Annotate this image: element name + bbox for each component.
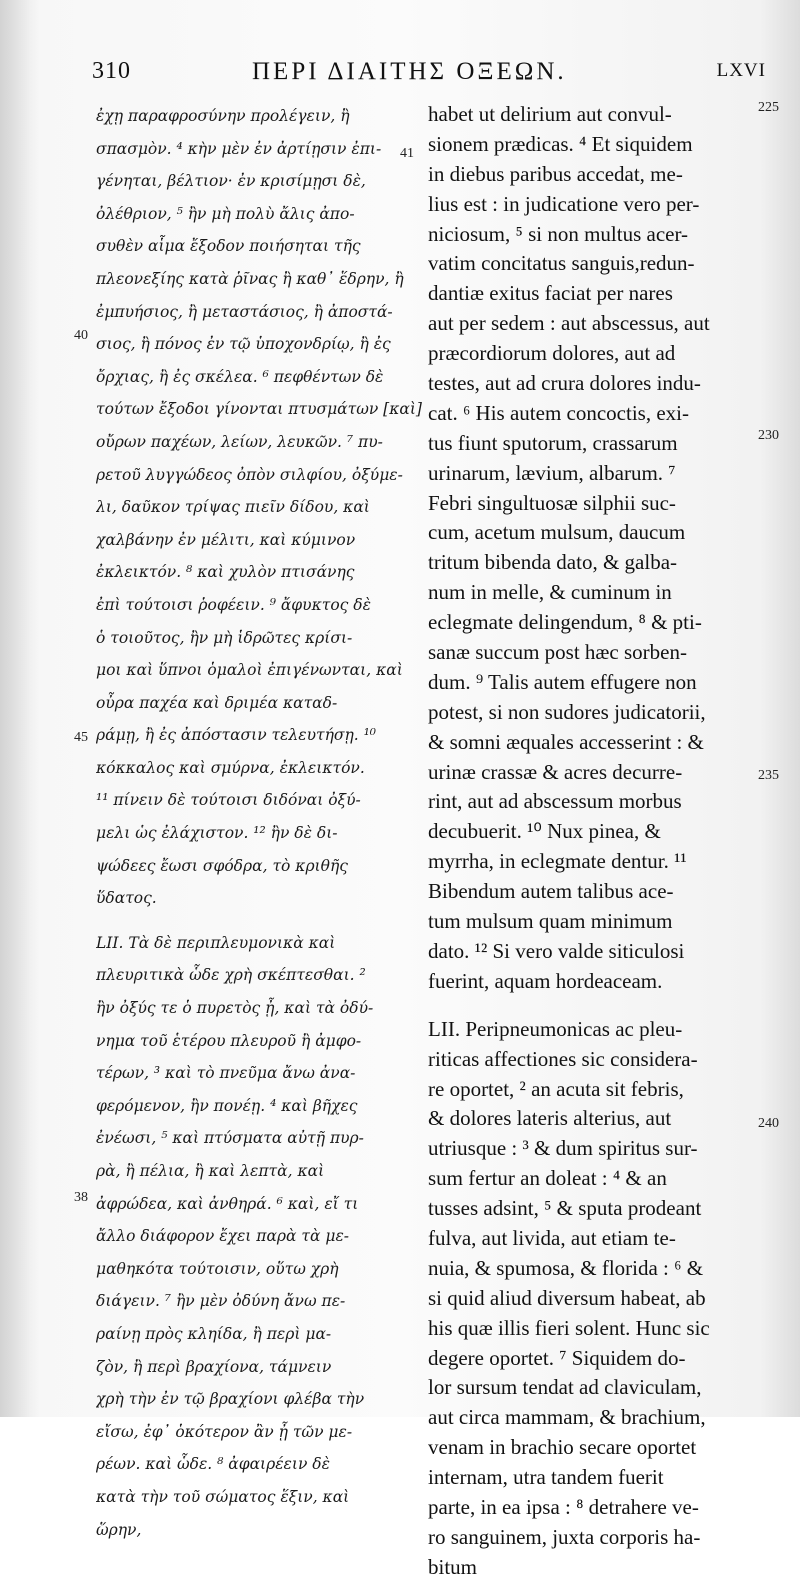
greek-text-line: νημα τοῦ ἑτέρου πλευροῦ ἢ ἀμφο- (96, 1031, 362, 1050)
greek-text-line: τέρων, ³ καὶ τὸ πνεῦμα ἄνω ἀνα- (96, 1064, 356, 1083)
latin-text-line: parte, in ea ipsa : ⁸ detrahere ve- (428, 1494, 699, 1519)
latin-text-line: & somni æquales accesserint : & (428, 729, 704, 754)
latin-text-line: tus fiunt sputorum, crassarum (428, 430, 678, 455)
latin-text-line: aut per sedem : aut abscessus, aut (428, 311, 710, 336)
latin-text-line: aut circa mammam, & brachium, (428, 1405, 706, 1430)
greek-text-line: ἢν ὀξύς τε ὁ πυρετὸς ᾖ, καὶ τὰ ὀδύ- (96, 999, 374, 1018)
latin-text-line: fuerint, aquam hordeaceam. (428, 968, 663, 993)
greek-text-line: μελι ὡς ἐλάχιστον. ¹² ἢν δὲ δι- (96, 824, 338, 843)
greek-text-line: ρέων. καὶ ὧδε. ⁸ ἀφαιρέειν δὲ (96, 1455, 330, 1474)
latin-text-line: decubuerit. ¹⁰ Nux pinea, & (428, 819, 661, 844)
latin-text-line: Bibendum autem talibus ace- (428, 879, 674, 904)
greek-text-line: ψώδεες ἔωσι σφόδρα, τὸ κριθῆς (96, 856, 348, 875)
page-number: 310 (92, 58, 131, 84)
greek-text-line: ἐχῃ παραφροσύνην προλέγειν, ἢ (96, 107, 350, 125)
margin-line-number: 38 (74, 1190, 88, 1205)
latin-text-line: dum. ⁹ Talis autem effugere non (428, 669, 697, 694)
latin-text-line: & dolores lateris alterius, aut (428, 1106, 672, 1131)
greek-text-column (96, 100, 422, 1539)
latin-text-line: fulva, aut livida, aut etiam te- (428, 1225, 676, 1250)
latin-text-line: sum fertur an doleat : ⁴ & an (428, 1166, 667, 1191)
greek-text-line: ¹¹ πίνειν δὲ τούτοισι διδόναι ὀξύ- (96, 791, 361, 810)
margin-line-number: 225 (758, 100, 779, 115)
latin-text-line: riticas affectiones sic considera- (428, 1046, 698, 1071)
greek-text-line: LII. Τὰ δὲ περιπλευμονικὰ καὶ (96, 933, 336, 952)
greek-text-line: χρὴ τὴν ἐν τῷ βραχίονι φλέβα τὴν (96, 1390, 365, 1409)
latin-text-line: eclegmate delingendum, ⁸ & pti- (428, 610, 702, 635)
greek-text-line: ἄλλο διάφορον ἔχει παρὰ τὰ με- (96, 1227, 350, 1246)
greek-text-line: λι, δαῦκον τρίψας πιεῖν δίδου, καὶ (96, 498, 370, 517)
latin-text-line: sanæ succum post hæc sorben- (428, 640, 687, 665)
margin-line-number: 40 (74, 328, 88, 343)
greek-text-line: πλεονεξίης κατὰ ῥῖνας ἢ καθ᾽ ἕδρην, ἢ (96, 269, 404, 288)
latin-text-line: potest, si non sudores judicatorii, (428, 699, 706, 724)
greek-text-line: ζὸν, ἢ περὶ βραχίονα, τάμνειν (96, 1357, 332, 1376)
page-header (92, 58, 772, 98)
greek-text-line: σιος, ἢ πόνος ἐν τῷ ὑποχονδρίῳ, ἢ ἐς (96, 335, 391, 354)
margin-line-number: 230 (758, 428, 779, 443)
greek-text-line: οὔρων παχέων, λείων, λευκῶν. ⁷ πυ- (96, 432, 383, 451)
greek-text-line: φερόμενον, ἢν πονέῃ. ⁴ καὶ βῆχες (96, 1096, 358, 1115)
latin-text-line: his quæ illis fieri solent. Hunc sic (428, 1315, 710, 1340)
greek-text-line: ὀλέθριον, ⁵ ἢν μὴ πολὺ ἄλις ἀπο- (96, 204, 355, 223)
latin-text-line: cum, acetum mulsum, daucum (428, 520, 686, 545)
greek-text-line: κόκκαλος καὶ σμύρνα, ἐκλεικτόν. (96, 758, 365, 777)
latin-text-line: venam in brachio secare oportet (428, 1435, 697, 1460)
greek-text-line: ράμῃ, ἢ ἐς ἀπόστασιν τελευτήσῃ. ¹⁰ (96, 726, 377, 745)
greek-text-line: τούτων ἔξοδοι γίνονται πτυσμάτων [καὶ] (96, 400, 422, 419)
latin-text-line: dato. ¹² Si vero valde siticulosi (428, 938, 685, 963)
greek-text-line: μοι καὶ ὕπνοι ὁμαλοὶ ἐπιγένωνται, καὶ (96, 661, 403, 680)
latin-text-line: præcordiorum dolores, aut ad (428, 341, 676, 366)
greek-text-line: ἀφρώδεα, καὶ ἀνθηρά. ⁶ καὶ, εἴ τι (96, 1194, 359, 1213)
margin-line-number: 235 (758, 768, 779, 783)
greek-text-line: γένηται, βέλτιον· ἐν κρισίμῃσι δὲ, (96, 172, 366, 191)
latin-text-line: tum mulsum quam minimum (428, 909, 673, 934)
greek-text-line: ρὰ, ἢ πέλια, ἢ καὶ λεπτὰ, καὶ (96, 1162, 325, 1180)
latin-text-line: Febri singultuosæ silphii suc- (428, 490, 676, 515)
latin-text-line: tusses adsint, ⁵ & sputa prodeant (428, 1196, 702, 1221)
greek-text-line: ἐπὶ τούτοισι ῥοφέειν. ⁹ ἄφυκτος δὲ (96, 595, 371, 614)
latin-text-line: dantiæ exitus faciat per nares (428, 281, 673, 306)
greek-text-line: διάγειν. ⁷ ἢν μὲν ὀδύνη ἄνω πε- (96, 1292, 346, 1311)
latin-text-line: lor sursum tendat ad claviculam, (428, 1375, 702, 1400)
greek-text-line: ἐκλεικτόν. ⁸ καὶ χυλὸν πτισάνης (96, 563, 355, 582)
latin-text-line: LII. Peripneumonicas ac pleu- (428, 1016, 683, 1041)
latin-text-line: si quid aliud diversum habeat, ab (428, 1285, 706, 1310)
latin-text-line: utriusque : ³ & dum spiritus sur- (428, 1136, 698, 1161)
latin-text-line: ro sanguinem, juxta corporis ha- (428, 1524, 701, 1549)
running-title: ΠΕΡΙ ΔΙΑΙΤΗΣ ΟΞΕΩΝ. (252, 58, 567, 85)
latin-text-line: internam, utra tandem fuerit (428, 1465, 664, 1490)
latin-text-line: num in melle, & cuminum in (428, 580, 672, 605)
section-gap (428, 997, 764, 1015)
latin-text-line: tritum bibenda dato, & galba- (428, 550, 678, 575)
greek-text-line: ὥρην, (96, 1520, 142, 1539)
greek-text-line: ὕδατος. (96, 889, 157, 908)
latin-text-line: vatim concitatus sanguis,redun- (428, 251, 695, 276)
greek-text-line: ἐμπυήσιος, ἢ μεταστάσιος, ἢ ἀποστά- (96, 302, 393, 321)
greek-text-line: σπασμὸν. ⁴ κὴν μὲν ἐν ἀρτίῃσιν ἐπι- (96, 139, 382, 158)
greek-text-line: χαλβάνην ἐν μέλιτι, καὶ κύμινον (96, 530, 356, 549)
chapter-number: LXVI (716, 60, 766, 81)
greek-text-line: ὁ τοιοῦτος, ἢν μὴ ἱδρῶτες κρίσι- (96, 628, 353, 647)
greek-text-line: κατὰ τὴν τοῦ σώματος ἕξιν, καὶ (96, 1487, 350, 1506)
greek-text-line: ἐνέωσι, ⁵ καὶ πτύσματα αὐτῇ πυρ- (96, 1129, 364, 1148)
greek-text-line: ραίνῃ πρὸς κληίδα, ἢ περὶ μα- (96, 1324, 332, 1343)
latin-text-line: urinæ crassæ & acres decurre- (428, 759, 683, 784)
latin-text-line: lius est : in judicatione vero per- (428, 191, 700, 216)
greek-text-line: ὄρχιας, ἢ ἐς σκέλεα. ⁶ πεφθέντων δὲ (96, 367, 384, 386)
margin-line-number: 41 (400, 146, 414, 161)
greek-text-line: οὖρα παχέα καὶ δριμέα καταδ- (96, 693, 338, 712)
latin-text-line: urinarum, lævium, albarum. ⁷ (428, 460, 676, 485)
latin-text-line: degere oportet. ⁷ Siquidem do- (428, 1345, 686, 1370)
latin-text-line: sionem prædicas. ⁴ Et siquidem (428, 131, 693, 156)
greek-text-line: μαθηκότα τούτοισιν, οὕτω χρὴ (96, 1259, 339, 1278)
latin-text-line: bitum (428, 1554, 478, 1579)
latin-text-line: re oportet, ² an acuta sit febris, (428, 1076, 684, 1101)
greek-text-line: εἴσω, ἐφ᾽ ὁκότερον ἂν ᾖ τῶν με- (96, 1422, 353, 1441)
margin-line-number: 45 (74, 730, 88, 745)
latin-text-line: rint, aut ad abscessum morbus (428, 789, 682, 814)
latin-text-column (428, 100, 764, 1579)
latin-text-line: nuia, & spumosa, & florida : ⁶ & (428, 1255, 704, 1280)
latin-text-line: in diebus paribus accedat, me- (428, 161, 683, 186)
latin-text-line: myrrha, in eclegmate dentur. ¹¹ (428, 849, 687, 874)
latin-text-line: testes, aut ad crura dolores indu- (428, 371, 701, 396)
greek-text-line: ρετοῦ λυγγώδεος ὀπὸν σιλφίου, ὀξύμε- (96, 465, 403, 484)
page-gutter-shadow (0, 0, 40, 1417)
latin-text-line: habet ut delirium aut convul- (428, 102, 672, 126)
margin-line-number: 240 (758, 1116, 779, 1131)
latin-text-line: niciosum, ⁵ si non multus acer- (428, 221, 689, 246)
greek-text-line: συθὲν αἷμα ἔξοδον ποιήσηται τῆς (96, 237, 361, 256)
latin-text-line: cat. ⁶ His autem concoctis, exi- (428, 400, 689, 425)
section-gap (96, 915, 422, 927)
greek-text-line: πλευριτικὰ ὧδε χρὴ σκέπτεσθαι. ² (96, 966, 366, 985)
